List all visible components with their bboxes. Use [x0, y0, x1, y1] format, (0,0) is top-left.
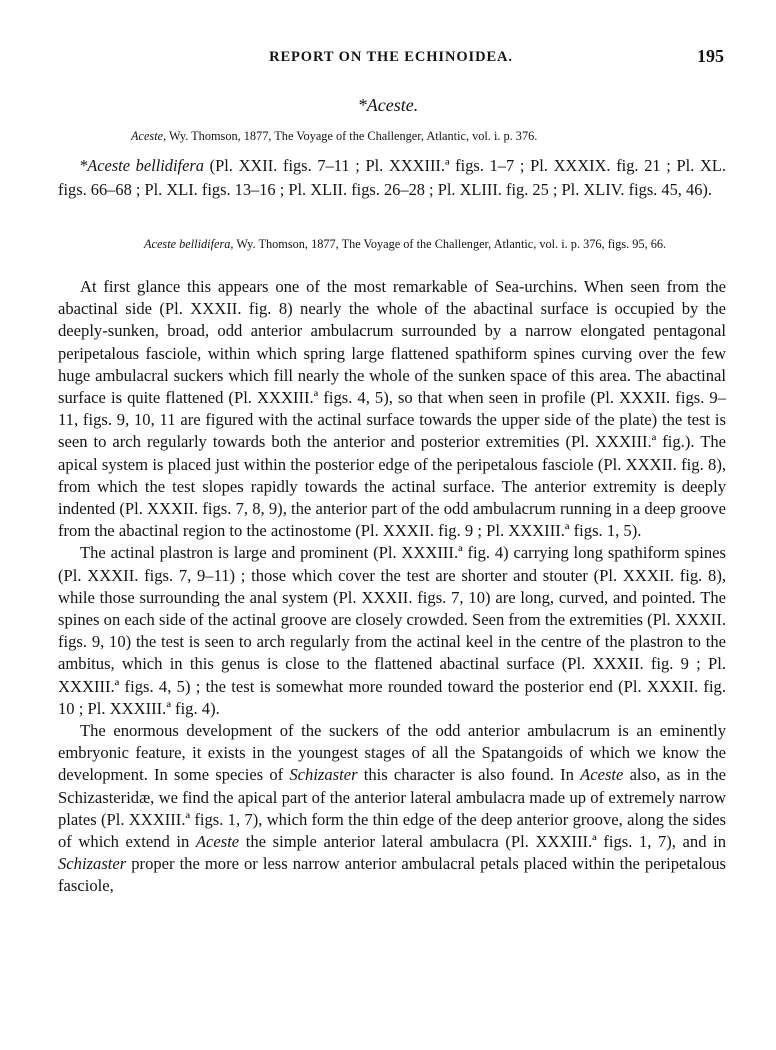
p3-genus-schizaster: Schizaster — [289, 765, 358, 785]
genus-heading: *Aceste. — [357, 95, 419, 115]
p3-text-c: also, as in the Schizasteridæ, we find the apical part of the anterior lateral ambulacra made up of extremely narrow plates (Pl. XXXIII.ª figs. 1, 7), which form the thin edge of the deep anterior groove, along the sides of which extend in — [58, 765, 726, 852]
p3-genus-aceste-2: Aceste — [195, 832, 240, 852]
species-heading — [58, 154, 726, 201]
p3-text-b: this character is also found. In — [357, 765, 581, 785]
genus-ref-text: , Wy. Thomson, 1877, The Voyage of the Challenger, Atlantic, vol. i. p. 376. — [163, 129, 538, 143]
species-plates: (Pl. XXII. figs. 7–11 ; Pl. XXXIII.ª figs. 1–7 ; Pl. XXXIX. fig. 21 ; Pl. XL. figs. 66–68 ; Pl. XLI. figs. 13–16 ; Pl. XLII. figs. 26–28 ; Pl. XLIII. fig. 25 ; Pl. XLIV. figs. 45, 46). — [58, 156, 726, 199]
p3-genus-schizaster-2: Schizaster — [58, 854, 127, 874]
paragraph-1: At first glance this appears one of the most remarkable of Sea-urchins. When seen from the abactinal side (Pl. XXXII. fig. 8) nearly the whole of the abactinal surface is occupied by the deeply-sunken, broad, odd anterior ambulacrum surrounded by a narrow elongated pentagonal peripetalous fasciole, within which spring large flattened spathiform spines curving over the few huge ambulacral suckers which fill nearly the whole of the sunken space of this area. The abactinal surface is quite flattened (Pl. XXXIII.ª figs. 4, 5), so that when seen in profile (Pl. XXXII. figs. 9–11, figs. 9, 10, 11 are figured with the actinal surface towards the upper side of the plate) the test is seen to arch regularly towards both the anterior and posterior extremities (Pl. XXXIII.ª fig.). The apical system is placed just within the posterior edge of the peripetalous fasciole (Pl. XXXII. fig. 8), from which the test slopes rapidly towards the actinal surface. The anterior extremity is deeply indented (Pl. XXXII. figs. 7, 8, 9), the anterior part of the odd ambulacrum running in a deep groove from the abactinal region to the actinostome (Pl. XXXII. fig. 9 ; Pl. XXXIII.ª figs. 1, 5). — [58, 277, 726, 541]
running-head — [58, 47, 724, 71]
genus-ref-name: Aceste — [131, 129, 164, 143]
page-number: 195 — [697, 46, 724, 66]
p3-text-a: The enormous development of the suckers of the odd anterior ambulacrum is an eminently embryonic feature, it exists in the youngest stages of all the Spatangoids of which we know the development. In some species of — [58, 721, 726, 785]
species-ref-name: Aceste bellidifera — [144, 237, 231, 251]
p3-genus-aceste: Aceste — [580, 765, 624, 785]
p3-text-d: the simple anterior lateral ambulacra (Pl. XXXIII.ª figs. 1, 7), and in — [239, 832, 726, 852]
genus-reference — [131, 129, 537, 144]
paragraph-3 — [58, 720, 726, 898]
p3-text-e: proper the more or less narrow anterior ambulacral petals placed within the peripetalous fasciole, — [58, 854, 726, 896]
paragraph-2: The actinal plastron is large and prominent (Pl. XXXIII.ª fig. 4) carrying long spathiform spines (Pl. XXXII. figs. 7, 9–11) ; those which cover the test are shorter and stouter (Pl. XXXII. fig. 8), while those surrounding the anal system (Pl. XXXII. figs. 7, 10) are long, curved, and pointed. The spines on each side of the actinal groove are closely crowded. Seen from the extremities (Pl. XXXII. figs. 9, 10) the test is seen to arch regularly from the actinal keel in the centre of the plastron to the ambitus, which in this genus is close to the flattened abactinal surface (Pl. XXXII. fig. 9 ; Pl. XXXIII.ª figs. 4, 5) ; the test is somewhat more rounded toward the posterior end (Pl. XXXII. fig. 10 ; Pl. XXXIII.ª fig. 4). — [58, 543, 726, 718]
species-ref-text: , Wy. Thomson, 1877, The Voyage of the Challenger, Atlantic, vol. i. p. 376, figs. 95, 66. — [230, 237, 667, 251]
species-name: *Aceste bellidifera — [79, 156, 204, 175]
species-reference — [144, 236, 726, 254]
body-text — [58, 276, 726, 898]
running-title: REPORT ON THE ECHINOIDEA. — [269, 49, 513, 65]
